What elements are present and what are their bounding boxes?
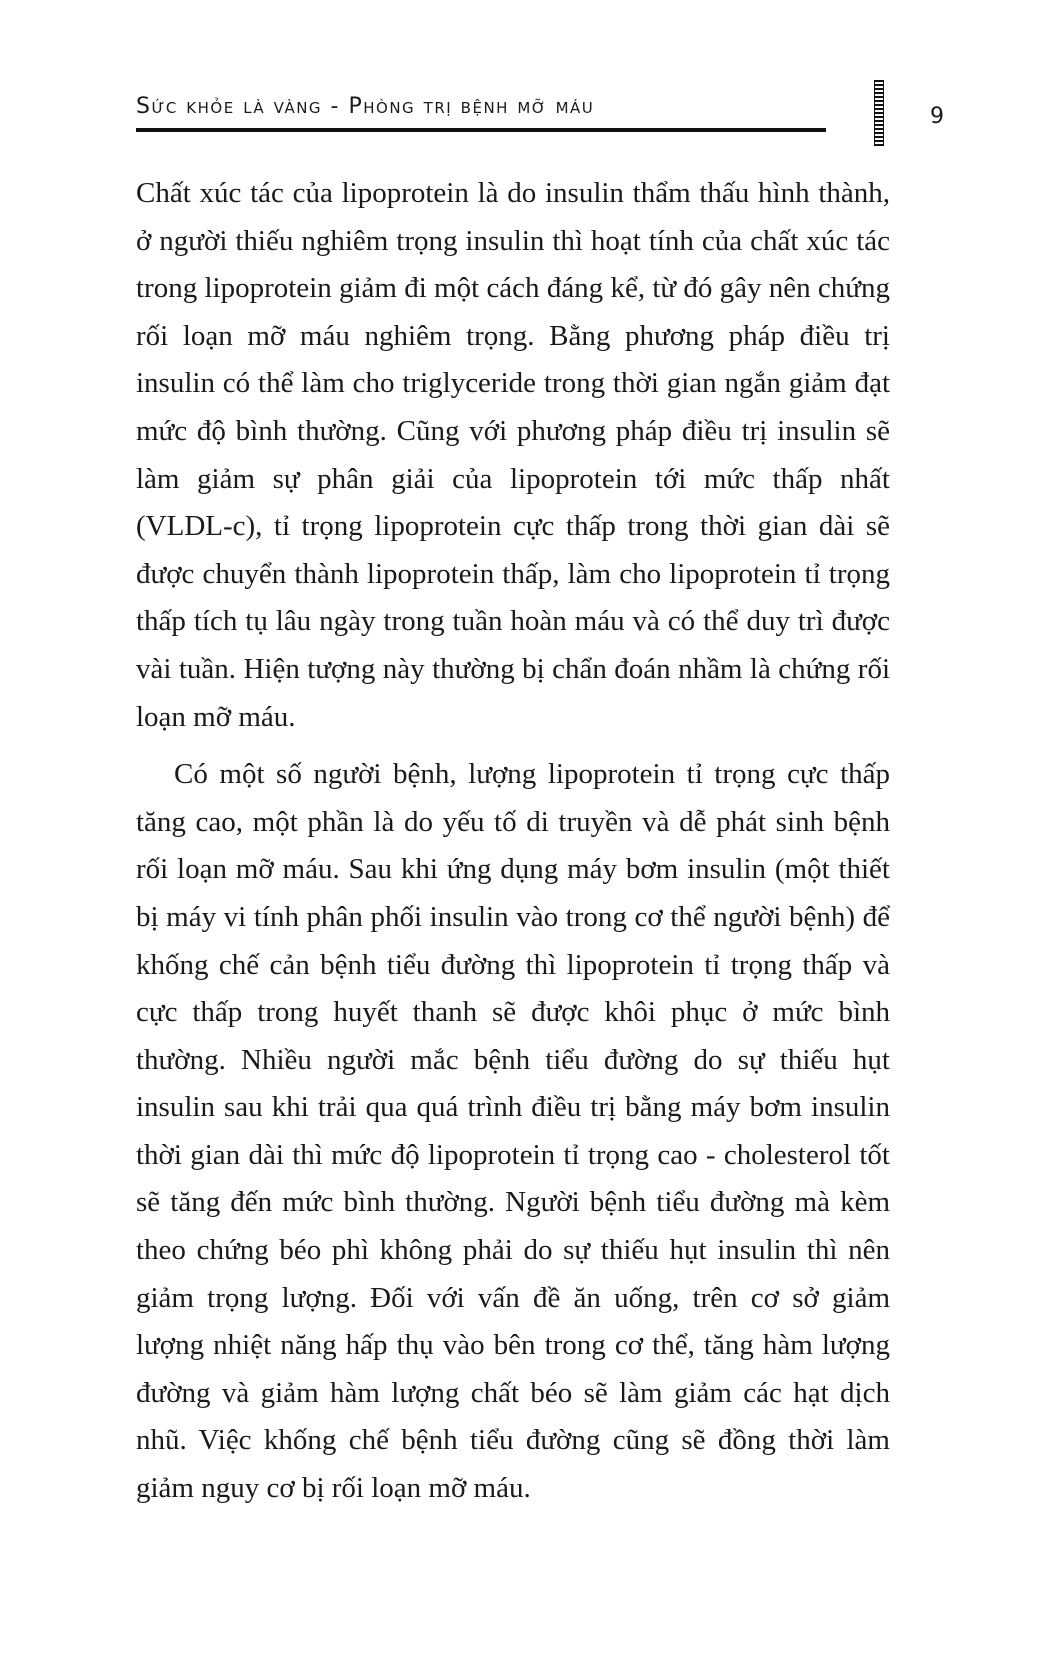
paragraph: Có một số người bệnh, lượng lipoprotein tỉ trọng cực thấp tăng cao, một phần là do yếu tố di truyền và dễ phát sinh bệnh rối loạn mỡ máu. Sau khi ứng dụng máy bơm insulin (một thiết bị máy vi tính phân phối insulin vào trong cơ thể người bệnh) để khống chế cản bệnh tiểu đường thì lipoprotein tỉ trọng thấp và cực thấp trong huyết thanh sẽ được khôi phục ở mức bình thường. Nhiều người mắc bệnh tiểu đường do sự thiếu hụt insulin sau khi trải qua quá trình điều trị bằng máy bơm insulin thời gian dài thì mức độ lipoprotein tỉ trọng cao - cholesterol tốt sẽ tăng đến mức bình thường. Người bệnh tiểu đường mà kèm theo chứng béo phì không phải do sự thiếu hụt insulin thì nên giảm trọng lượng. Đối với vấn đề ăn uống, trên cơ sở giảm lượng nhiệt năng hấp thụ vào bên trong cơ thể, tăng hàm lượng đường và giảm hàm lượng chất béo sẽ làm giảm các hạt dịch nhũ. Việc khống chế bệnh tiểu đường cũng sẽ đồng thời làm giảm nguy cơ bị rối loạn mỡ máu. <box>136 758 890 1505</box>
body-text <box>136 170 890 1513</box>
vertical-ornament-icon <box>874 80 884 146</box>
page-header <box>136 92 826 136</box>
header-rule <box>136 128 826 132</box>
running-title: Sức khỏe là vàng - Phòng trị bệnh mỡ máu <box>136 94 595 119</box>
paragraph: Chất xúc tác của lipoprotein là do insulin thẩm thấu hình thành, ở người thiếu nghiêm trọng insulin thì hoạt tính của chất xúc tác trong lipoprotein giảm đi một cách đáng kể, từ đó gây nên chứng rối loạn mỡ máu nghiêm trọng. Bằng phương pháp điều trị insulin có thể làm cho triglyceride trong thời gian ngắn giảm đạt mức độ bình thường. Cũng với phương pháp điều trị insulin sẽ làm giảm sự phân giải của lipoprotein tới mức thấp nhất (VLDL-c), tỉ trọng lipoprotein cực thấp trong thời gian dài sẽ được chuyển thành lipoprotein thấp, làm cho lipoprotein tỉ trọng thấp tích tụ lâu ngày trong tuần hoàn máu và có thể duy trì được vài tuần. Hiện tượng này thường bị chẩn đoán nhầm là chứng rối loạn mỡ máu. <box>136 177 890 733</box>
page-number: 9 <box>930 104 944 129</box>
